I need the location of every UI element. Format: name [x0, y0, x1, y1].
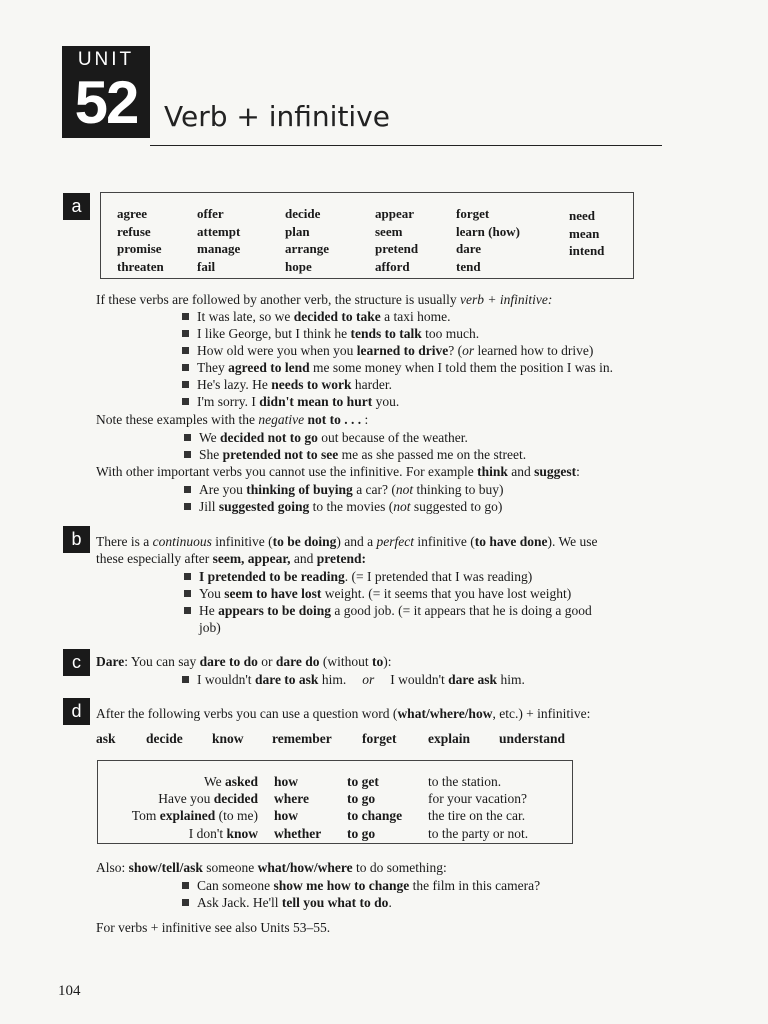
section-b-intro-2: these especially after seem, appear, and pretend:: [96, 551, 366, 566]
bullet-icon: [182, 676, 189, 683]
bullet-icon: [182, 882, 189, 889]
also-note: Also: show/tell/ask someone what/how/where to do something:: [96, 860, 447, 875]
example-sentence: We decided not to go out because of the weather.: [184, 429, 468, 446]
title-rule: [150, 145, 662, 146]
unit-label: UNIT: [77, 49, 135, 70]
verb-column: [117, 205, 164, 275]
table-cell: to go: [347, 791, 376, 807]
example-sentence: I'm sorry. I didn't mean to hurt you.: [182, 393, 399, 410]
verb-column: [285, 205, 329, 275]
verb-column: [569, 207, 604, 260]
bullet-icon: [184, 590, 191, 597]
table-cell: to change: [347, 808, 403, 824]
table-cell: I don't know: [188, 825, 258, 841]
verb-item: explain: [428, 731, 471, 746]
verb-item: afford: [375, 258, 410, 274]
verb-column: [197, 205, 240, 275]
verb-item: manage: [197, 241, 241, 256]
verb-item: dare: [456, 241, 482, 256]
verb-item: mean: [569, 225, 600, 241]
subject-column: [132, 773, 258, 842]
bullet-icon: [182, 899, 189, 906]
table-cell: how: [274, 808, 299, 824]
example-sentence: They agreed to lend me some money when I told them the position I was in.: [182, 359, 613, 376]
page-number: 104: [58, 983, 81, 999]
section-d-intro: After the following verbs you can use a question word (what/where/how, etc.) + infinitive:: [96, 706, 591, 721]
table-cell: the tire on the car.: [428, 808, 526, 824]
section-a-intro: If these verbs are followed by another verb, the structure is usually verb + infinitive:: [96, 292, 553, 307]
question-word-column: [274, 773, 321, 842]
negative-note: Note these examples with the negative not to . . . :: [96, 412, 369, 427]
page-title: Verb + infinitive: [164, 100, 390, 133]
verb-item: promise: [117, 241, 162, 256]
example-sentence: Are you thinking of buying a car? (not thinking to buy): [184, 481, 504, 498]
infinitive-column: [347, 773, 402, 842]
table-cell: to get: [347, 774, 379, 789]
bullet-icon: [182, 364, 189, 371]
rest-column: [428, 773, 528, 842]
verb-item: decide: [146, 731, 183, 746]
verb-item: learn (how): [456, 223, 520, 239]
bullet-icon: [184, 451, 191, 458]
verb-column: [375, 205, 418, 275]
bullet-icon: [182, 347, 189, 354]
verb-item: know: [212, 731, 244, 746]
verb-item: agree: [117, 206, 148, 221]
table-cell: to the station.: [428, 774, 502, 789]
example-sentence: Ask Jack. He'll tell you what to do.: [182, 894, 392, 911]
verb-item: pretend: [375, 241, 419, 256]
table-cell: to go: [347, 825, 376, 841]
section-c-intro: Dare: You can say dare to do or dare do (without to):: [96, 654, 392, 669]
verb-item: arrange: [285, 241, 330, 256]
table-cell: for your vacation?: [428, 791, 527, 807]
section-b-marker: b: [63, 526, 90, 553]
bullet-icon: [184, 573, 191, 580]
verb-item: refuse: [117, 223, 151, 239]
example-sentence: I wouldn't dare to ask him. or I wouldn't dare ask him.: [182, 671, 525, 688]
example-sentence: It was late, so we decided to take a taxi home.: [182, 308, 450, 325]
example-sentence: Jill suggested going to the movies (not suggested to go): [184, 498, 502, 515]
unit-number: 52: [74, 69, 138, 136]
verb-item: intend: [569, 243, 605, 258]
example-sentence: He's lazy. He needs to work harder.: [182, 376, 392, 393]
example-sentence: How old were you when you learned to drive? (or learned how to drive): [182, 342, 593, 359]
section-b-intro: There is a continuous infinitive (to be doing) and a perfect infinitive (to have done). We use: [96, 534, 598, 549]
verb-item: seem: [375, 223, 403, 239]
see-also-note: For verbs + infinitive see also Units 53–55.: [96, 920, 331, 935]
verb-item: decide: [285, 206, 321, 221]
example-sentence: Can someone show me how to change the film in this camera?: [182, 877, 540, 894]
example-sentence: I like George, but I think he tends to talk too much.: [182, 325, 479, 342]
table-cell: Have you decided: [158, 791, 258, 807]
example-sentence: She pretended not to see me as she passed me on the street.: [184, 446, 526, 463]
table-cell: how: [274, 774, 299, 789]
bullet-icon: [182, 398, 189, 405]
bullet-icon: [184, 434, 191, 441]
verb-item: threaten: [117, 258, 164, 274]
example-continuation: job): [199, 620, 221, 635]
verb-item: plan: [285, 223, 310, 239]
verb-item: offer: [197, 206, 224, 221]
other-verbs-note: With other important verbs you cannot use the infinitive. For example think and suggest:: [96, 464, 580, 479]
section-d-marker: d: [63, 698, 90, 725]
bullet-icon: [184, 503, 191, 510]
verb-item: forget: [456, 206, 490, 221]
table-cell: Tom explained (to me): [131, 808, 258, 824]
verb-item: understand: [499, 731, 566, 746]
example-sentence: He appears to be doing a good job. (= it appears that he is doing a good: [184, 602, 592, 619]
unit-badge: [62, 46, 150, 138]
verb-item: remember: [272, 731, 332, 746]
question-word-examples-box: [97, 760, 573, 844]
verb-list-box: [100, 192, 634, 279]
verb-item: tend: [456, 258, 481, 274]
section-c-marker: c: [63, 649, 90, 676]
verb-item: hope: [285, 258, 312, 274]
bullet-icon: [184, 607, 191, 614]
bullet-icon: [184, 486, 191, 493]
example-sentence: You seem to have lost weight. (= it seems that you have lost weight): [184, 585, 571, 602]
bullet-icon: [182, 313, 189, 320]
verb-item: forget: [362, 731, 397, 746]
verb-item: attempt: [197, 223, 241, 239]
table-cell: whether: [274, 825, 322, 841]
verb-column: [456, 205, 520, 275]
bullet-icon: [182, 381, 189, 388]
verb-item: fail: [197, 258, 216, 274]
bullet-icon: [182, 330, 189, 337]
example-sentence: I pretended to be reading. (= I pretended that I was reading): [184, 568, 532, 585]
section-a-marker: a: [63, 193, 90, 220]
table-cell: We asked: [203, 774, 258, 789]
verb-item: ask: [96, 731, 116, 746]
verb-item: need: [569, 208, 595, 223]
table-cell: where: [274, 791, 309, 807]
verb-item: appear: [375, 206, 414, 221]
table-cell: to the party or not.: [428, 825, 529, 841]
